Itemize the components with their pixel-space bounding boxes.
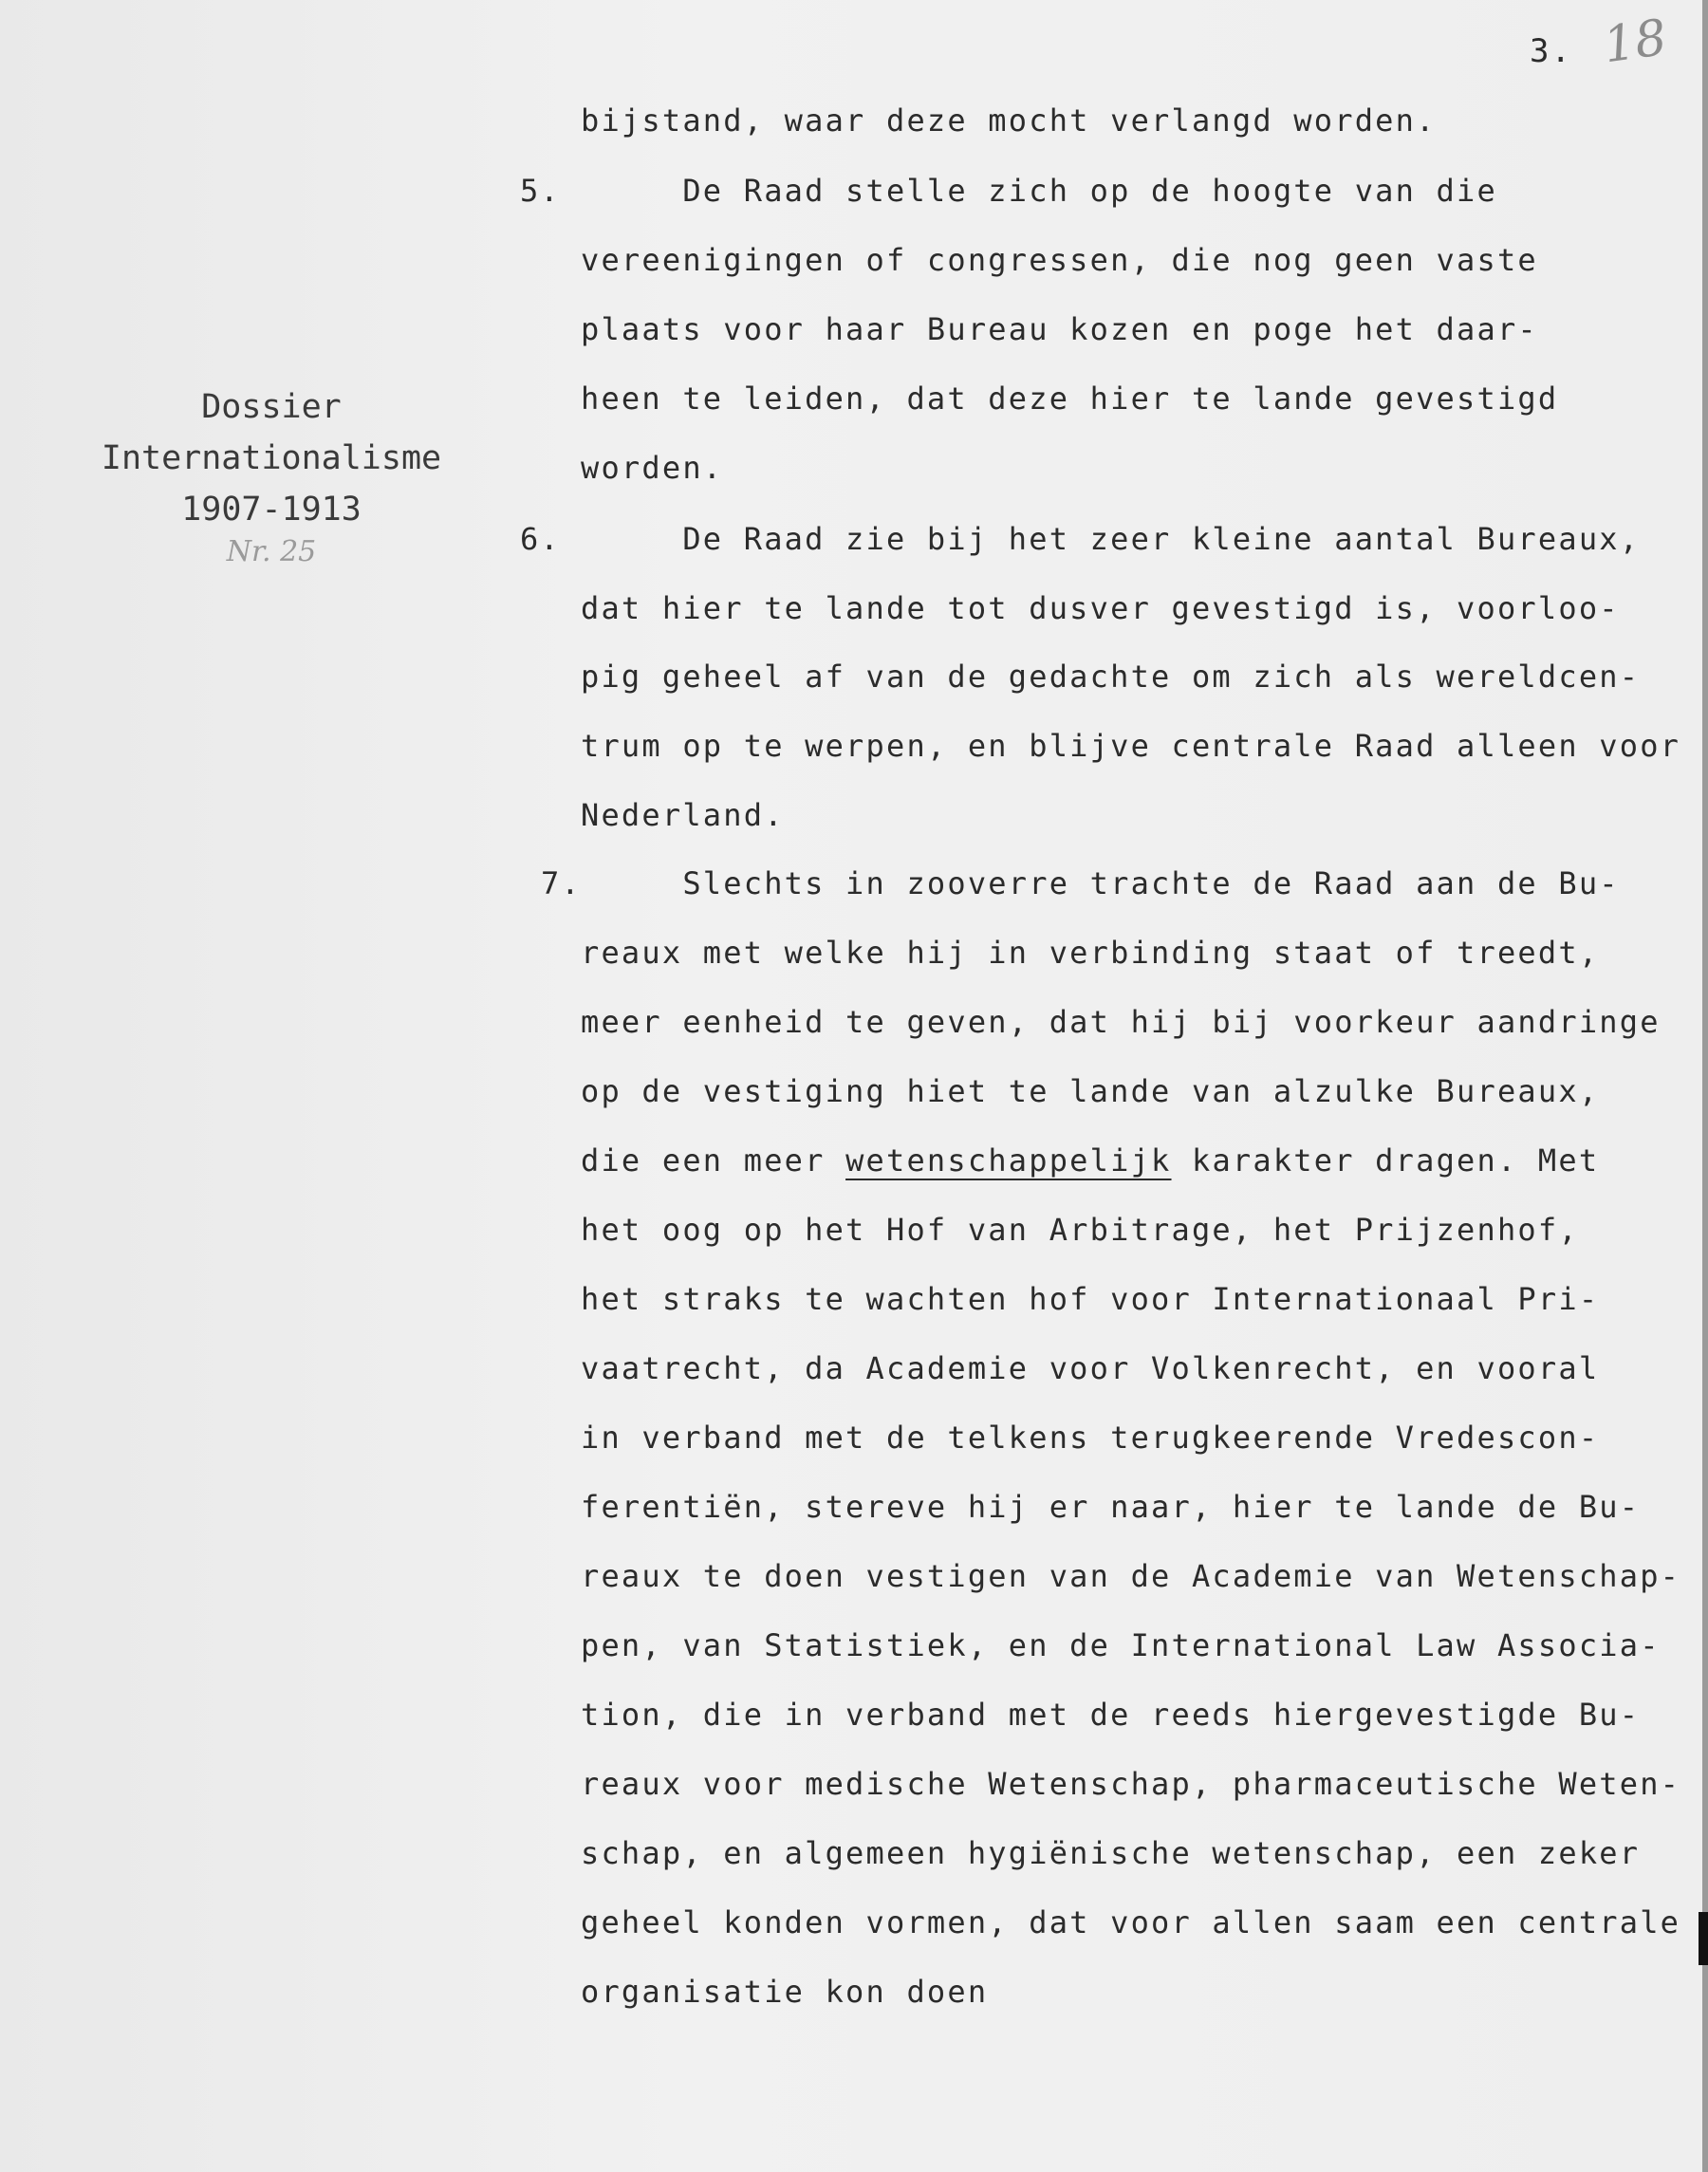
text-line: geheel konden vormen, dat voor allen saam een centrale (581, 1904, 1681, 1940)
text-line: trum op te werpen, en blijve centrale Raad alleen voor (581, 728, 1681, 764)
item-number-7: 7. (541, 865, 582, 901)
text-line: heen te leiden, dat deze hier te lande gevestigd (581, 381, 1559, 417)
text-line: organisatie kon doen (581, 1974, 989, 2010)
text-line: het straks te wachten hof voor Internationaal Pri- (581, 1281, 1600, 1317)
page-edge-shadow (1702, 0, 1708, 2172)
margin-mark (1699, 1912, 1708, 1965)
underlined-word: wetenschappelijk (845, 1142, 1172, 1179)
text-line: Nederland. (581, 797, 785, 833)
text-line: vereenigingen of congressen, die nog geen vaste (581, 242, 1538, 278)
text-line: bijstand, waar deze mocht verlangd worden. (581, 102, 1437, 139)
text-line: het oog op het Hof van Arbitrage, het Prijzenhof, (581, 1212, 1579, 1248)
text-line: in verband met de telkens terugkeerende Vredescon- (581, 1420, 1600, 1456)
text-segment: karakter dragen. Met (1171, 1142, 1600, 1179)
text-line: reaux met welke hij in verbinding staat of treedt, (581, 935, 1600, 971)
handwritten-folio-number: 18 (1600, 9, 1671, 75)
item-number-6: 6. (520, 521, 561, 557)
page-number: 3. (1530, 32, 1572, 70)
item-number-5: 5. (520, 173, 561, 209)
stamp-line-dossier: Dossier (201, 388, 342, 426)
text-line: reaux te doen vestigen van de Academie van Wetenschap- (581, 1558, 1681, 1594)
text-line: plaats voor haar Bureau kozen en poge het daar- (581, 311, 1538, 347)
text-line: worden. (581, 450, 724, 486)
text-line: De Raad zie bij het zeer kleine aantal Bureaux, (581, 521, 1641, 557)
archive-stamp (91, 381, 452, 569)
text-line: Slechts in zooverre trachte de Raad aan de Bu- (581, 865, 1620, 901)
text-line: ferentiën, stereve hij er naar, hier te lande de Bu- (581, 1489, 1641, 1525)
text-line: pen, van Statistiek, en de International Law Associa- (581, 1627, 1661, 1663)
text-segment: die een meer (581, 1142, 846, 1179)
text-line: reaux voor medische Wetenschap, pharmaceutische Weten- (581, 1766, 1681, 1802)
text-line: vaatrecht, da Academie voor Volkenrecht, en vooral (581, 1350, 1600, 1386)
text-line: dat hier te lande tot dusver gevestigd is, voorloo- (581, 590, 1620, 626)
text-line-with-underline (581, 1142, 1599, 1179)
stamp-line-years: 1907-1913 (181, 491, 362, 529)
stamp-handwritten-note: Nr. 25 (226, 535, 317, 568)
text-line: tion, die in verband met de reeds hiergevestigde Bu- (581, 1697, 1641, 1733)
stamp-line-topic: Internationalisme (101, 439, 442, 477)
text-line: meer eenheid te geven, dat hij bij voorkeur aandringe (581, 1004, 1661, 1040)
text-line: op de vestiging hiet te lande van alzulke Bureaux, (581, 1073, 1600, 1109)
text-line: De Raad stelle zich op de hoogte van die (581, 173, 1497, 209)
text-line: pig geheel af van de gedachte om zich als wereldcen- (581, 659, 1641, 695)
text-line: schap, en algemeen hygiënische wetenschap, een zeker (581, 1835, 1641, 1871)
